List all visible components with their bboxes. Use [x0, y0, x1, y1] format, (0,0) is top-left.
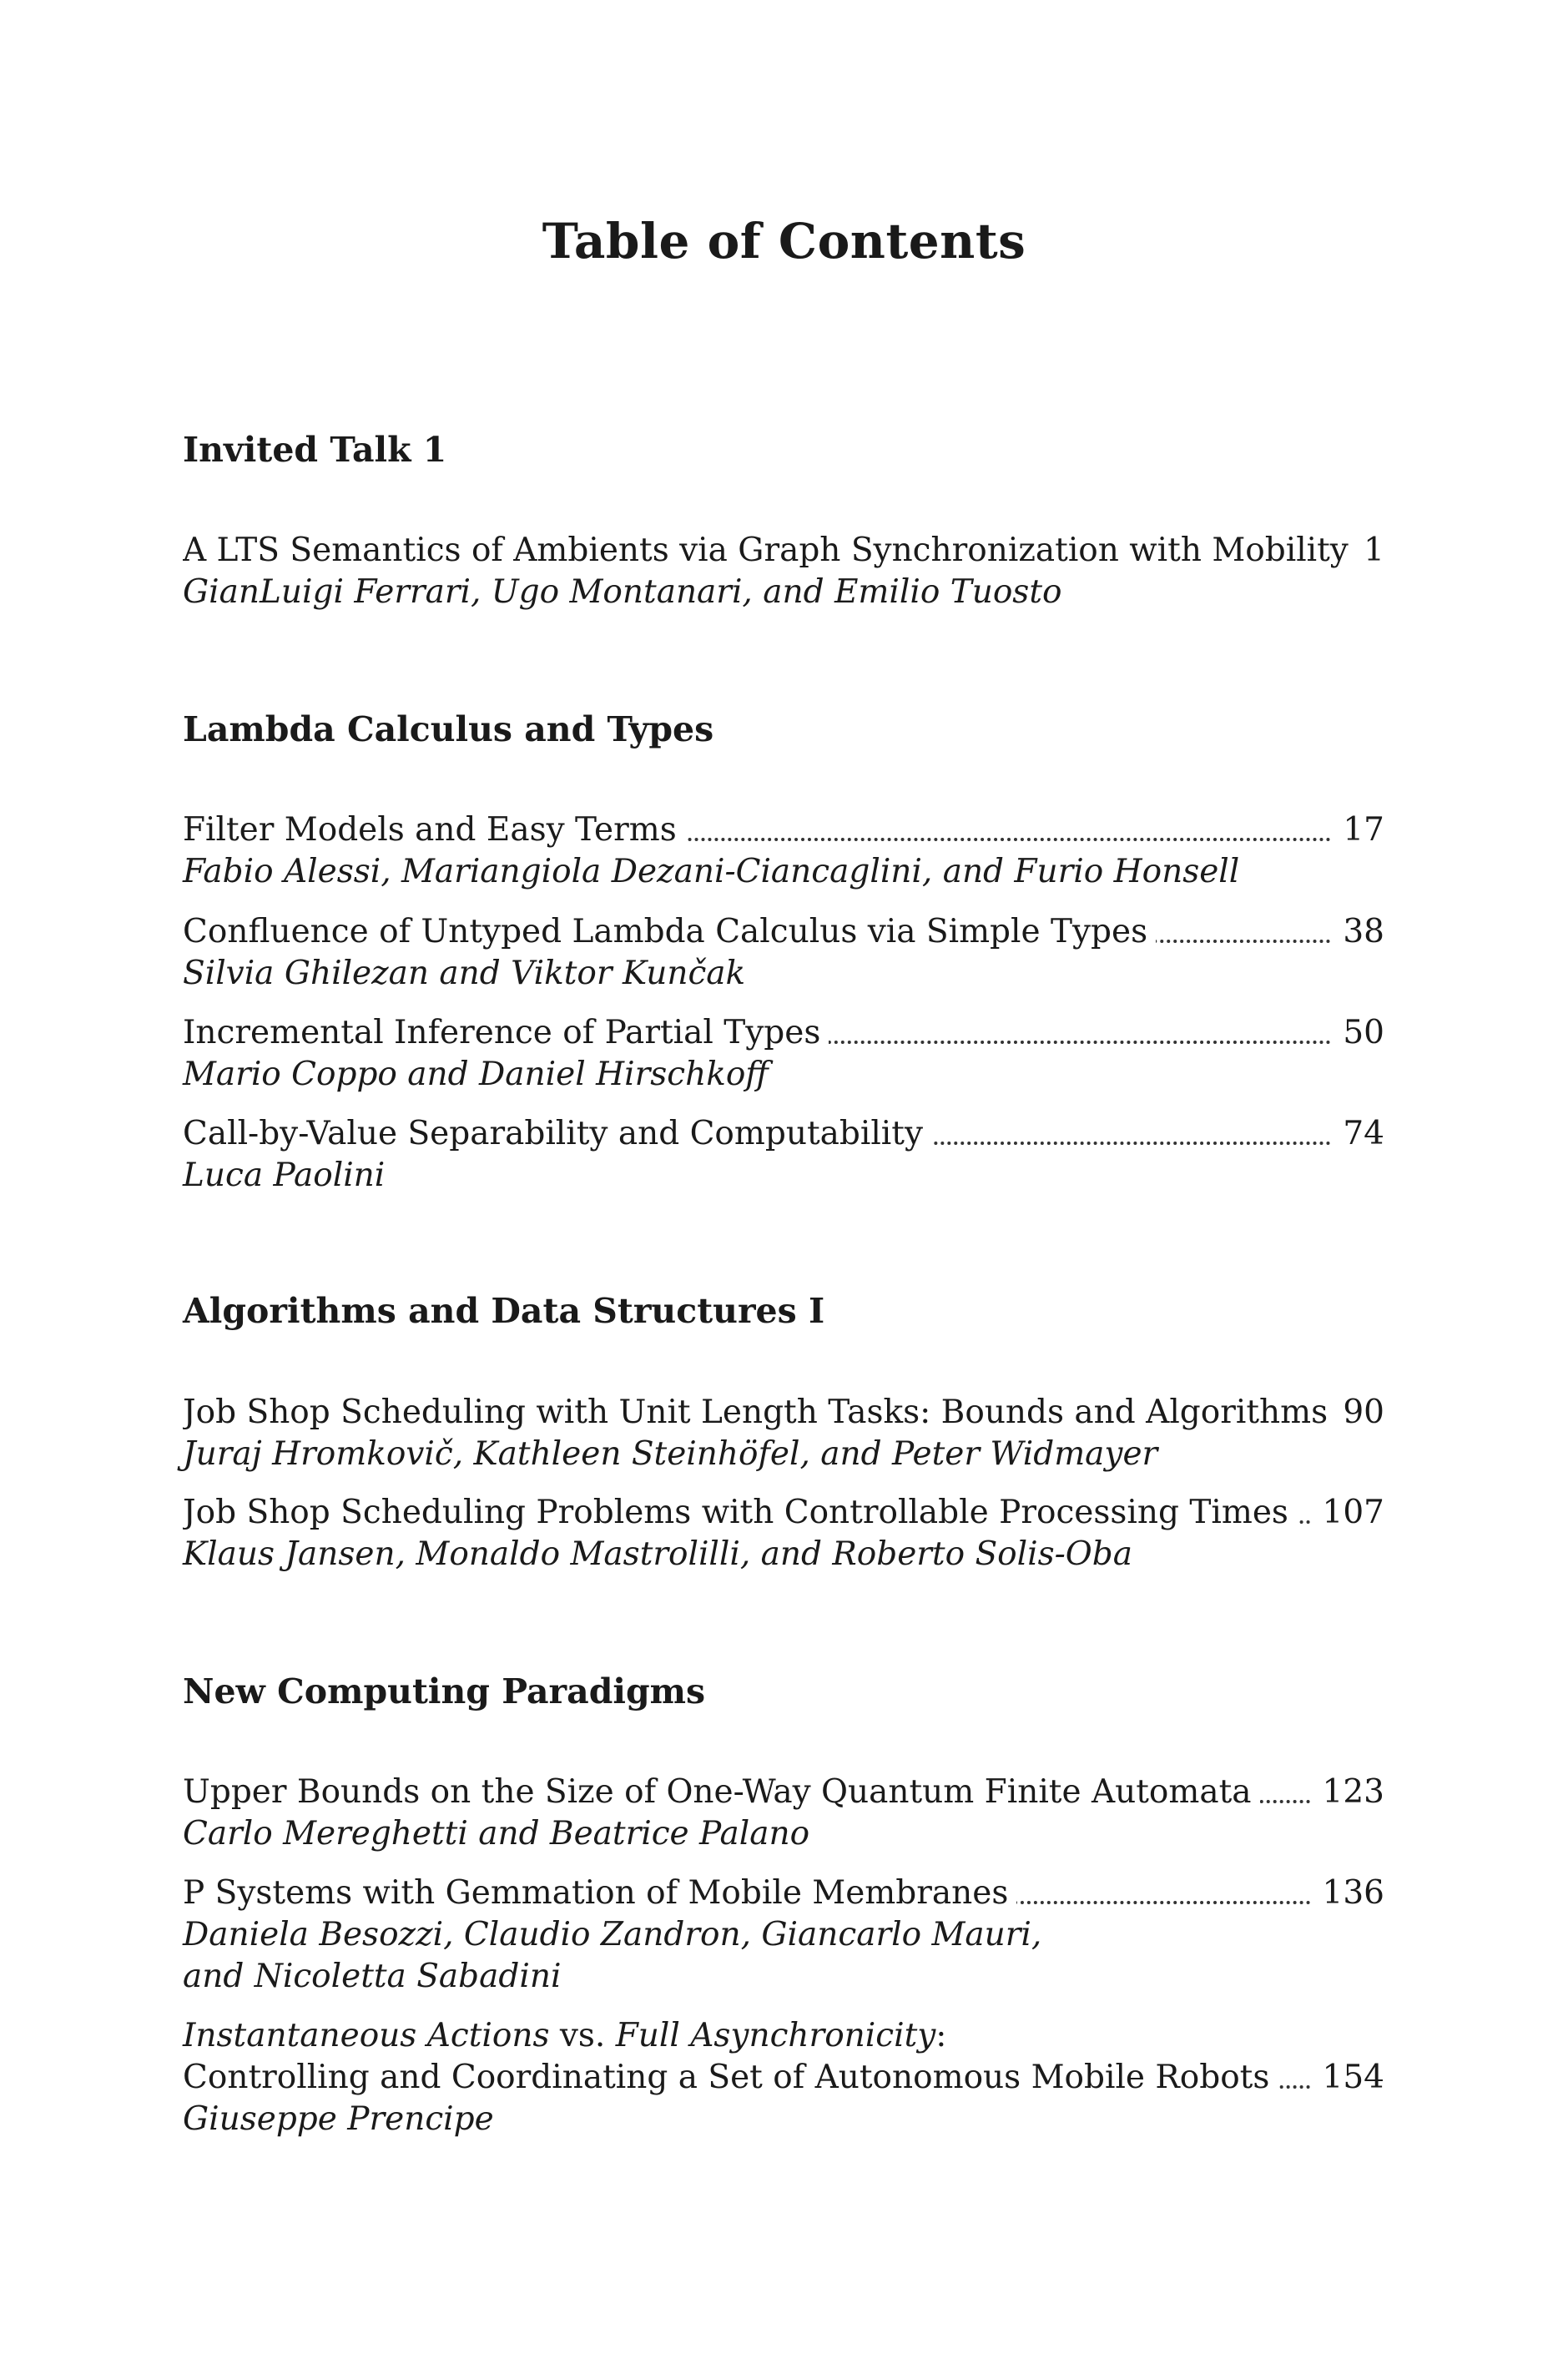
- entry-pre-title-part: vs.: [549, 2017, 616, 2054]
- section-heading: Invited Talk 1: [183, 430, 447, 470]
- toc-entry[interactable]: [183, 809, 1384, 851]
- toc-entry[interactable]: [183, 1873, 1384, 1914]
- entry-title: Job Shop Scheduling with Unit Length Tasks: Bounds and Algorithms: [183, 1394, 1329, 1431]
- toc-entry[interactable]: [183, 1012, 1384, 1054]
- page-number: 136: [1322, 1874, 1384, 1912]
- page-number: 154: [1322, 2059, 1384, 2096]
- entry-title: A LTS Semantics of Ambients via Graph Synchronization with Mobility: [183, 532, 1349, 569]
- page-number: 90: [1343, 1394, 1384, 1431]
- toc-entry[interactable]: [183, 1492, 1384, 1534]
- entry-title: Confluence of Untyped Lambda Calculus via Simple Types: [183, 913, 1148, 950]
- section-heading: New Computing Paradigms: [183, 1671, 706, 1711]
- page-number: 107: [1322, 1494, 1384, 1531]
- entry-authors: Luca Paolini: [183, 1157, 386, 1194]
- entry-title: Controlling and Coordinating a Set of Autonomous Mobile Robots: [183, 2059, 1270, 2096]
- page-number: 17: [1343, 811, 1384, 849]
- page-number: 1: [1364, 532, 1384, 569]
- entry-authors: Mario Coppo and Daniel Hirschkoff: [183, 1056, 769, 1093]
- entry-title: Filter Models and Easy Terms: [183, 811, 677, 849]
- page-title: Table of Contents: [542, 213, 1026, 270]
- entry-pre-title-part: Instantaneous Actions: [183, 2017, 550, 2054]
- entry-authors: GianLuigi Ferrari, Ugo Montanari, and Emilio Tuosto: [183, 573, 1062, 611]
- page-number: 50: [1343, 1014, 1384, 1051]
- toc-entry[interactable]: [183, 1113, 1384, 1155]
- entry-pre-title: [183, 2015, 946, 2057]
- entry-title: Upper Bounds on the Size of One-Way Quantum Finite Automata: [183, 1773, 1252, 1811]
- toc-entry[interactable]: [183, 1392, 1384, 1434]
- entry-authors: Silvia Ghilezan and Viktor Kunčak: [183, 955, 746, 992]
- toc-entry[interactable]: [183, 911, 1384, 953]
- entry-title: P Systems with Gemmation of Mobile Membranes: [183, 1874, 1009, 1912]
- entry-pre-title-part: Full Asynchronicity: [615, 2017, 936, 2054]
- page-number: 38: [1343, 913, 1384, 950]
- entry-pre-title-part: :: [935, 2017, 947, 2054]
- entry-authors: Klaus Jansen, Monaldo Mastrolilli, and Roberto Solis-Oba: [183, 1535, 1132, 1573]
- entry-authors: and Nicoletta Sabadini: [183, 1958, 562, 1995]
- page-number: 123: [1322, 1773, 1384, 1811]
- toc-entry[interactable]: [183, 1772, 1384, 1813]
- toc-entry[interactable]: [183, 530, 1384, 572]
- toc-entry[interactable]: [183, 2057, 1384, 2099]
- entry-title: Job Shop Scheduling Problems with Controllable Processing Times: [183, 1494, 1288, 1531]
- page-number: 74: [1343, 1115, 1384, 1152]
- section-heading: Algorithms and Data Structures I: [183, 1291, 825, 1331]
- section-heading: Lambda Calculus and Types: [183, 709, 714, 749]
- entry-title: Incremental Inference of Partial Types: [183, 1014, 821, 1051]
- entry-authors: Fabio Alessi, Mariangiola Dezani-Ciancaglini, and Furio Honsell: [183, 853, 1240, 890]
- entry-authors: Daniela Besozzi, Claudio Zandron, Giancarlo Mauri,: [183, 1916, 1042, 1953]
- entry-title: Call-by-Value Separability and Computability: [183, 1115, 923, 1152]
- entry-authors: Giuseppe Prencipe: [183, 2100, 494, 2138]
- entry-authors: Carlo Mereghetti and Beatrice Palano: [183, 1815, 810, 1852]
- entry-authors: Juraj Hromkovič, Kathleen Steinhöfel, and Peter Widmayer: [183, 1435, 1158, 1473]
